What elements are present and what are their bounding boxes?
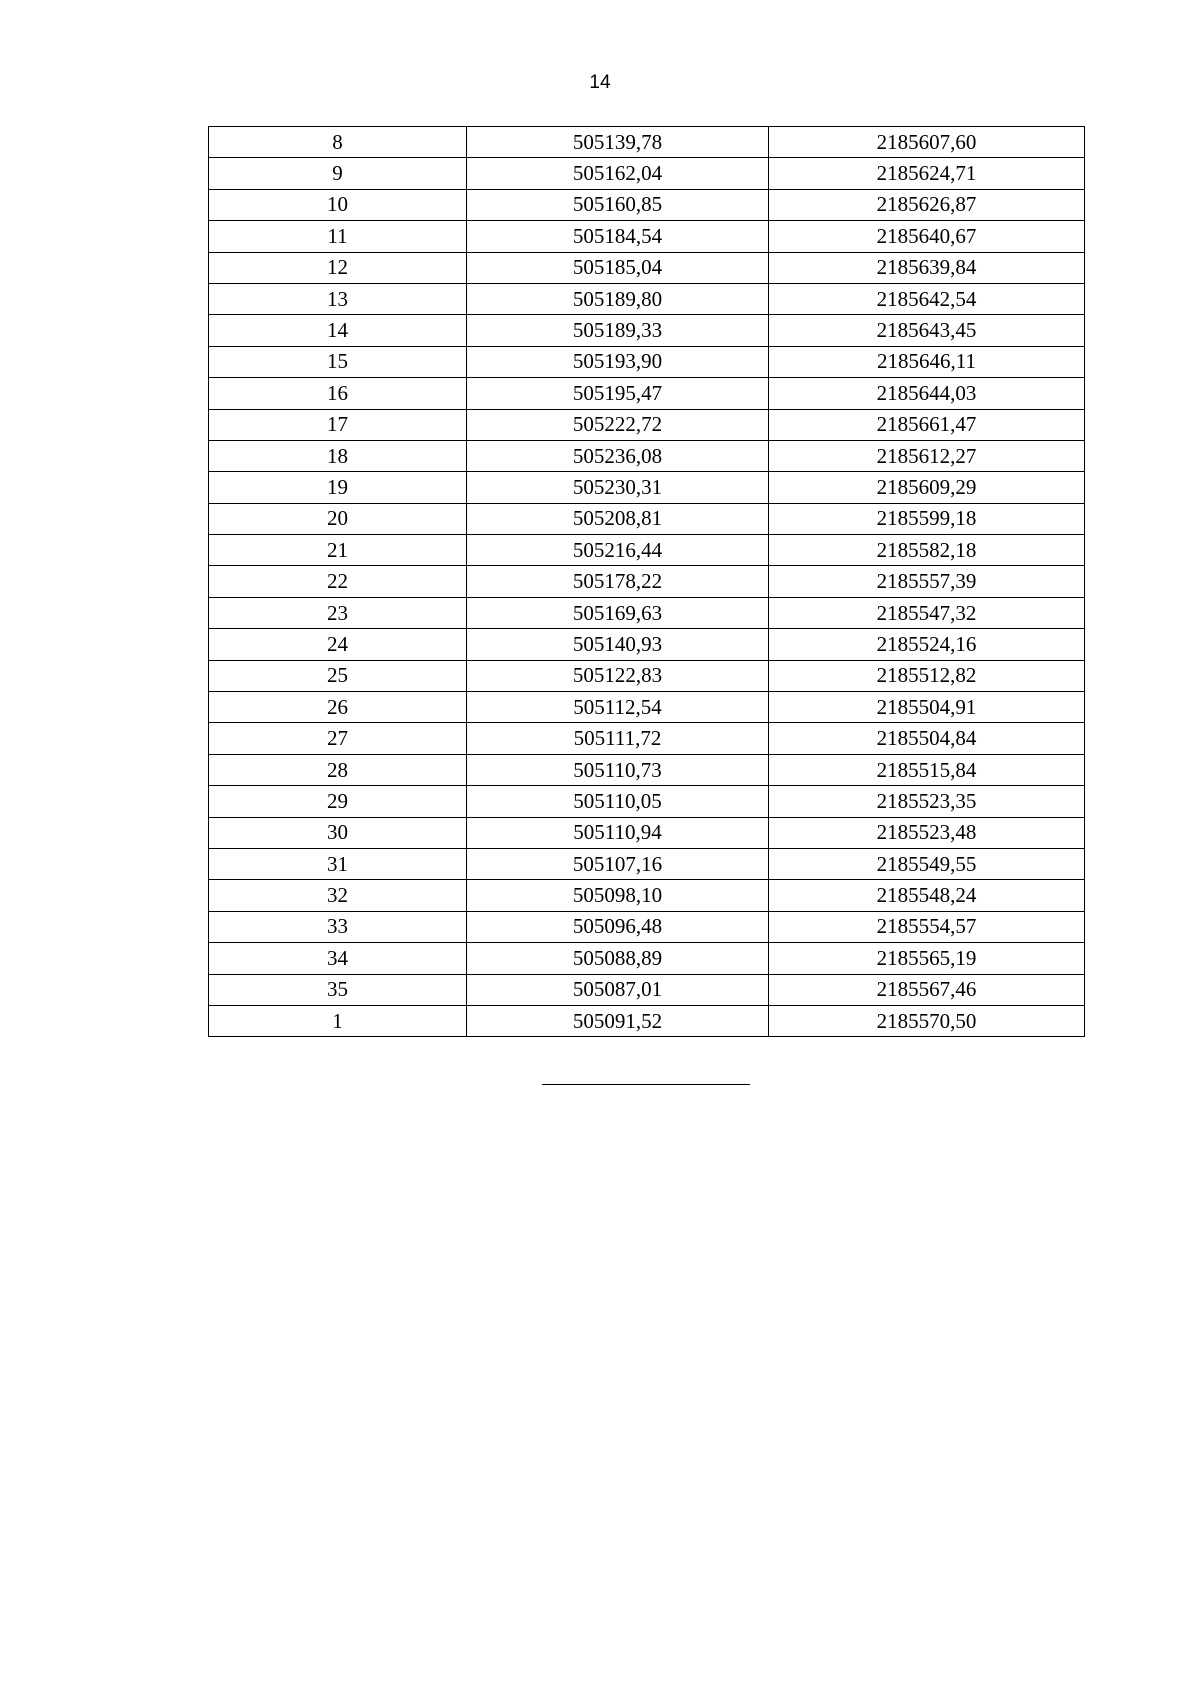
point-number-cell: 15 — [209, 346, 467, 377]
table-row — [209, 346, 1085, 377]
point-number-cell: 19 — [209, 472, 467, 503]
y-coordinate-cell: 2185557,39 — [769, 566, 1085, 597]
x-coordinate-cell: 505110,05 — [467, 786, 769, 817]
table-row — [209, 189, 1085, 220]
point-number-cell: 25 — [209, 660, 467, 691]
point-number-cell: 16 — [209, 378, 467, 409]
table-row — [209, 503, 1085, 534]
x-coordinate-cell: 505111,72 — [467, 723, 769, 754]
y-coordinate-cell: 2185567,46 — [769, 974, 1085, 1005]
y-coordinate-cell: 2185612,27 — [769, 440, 1085, 471]
table-row — [209, 378, 1085, 409]
x-coordinate-cell: 505160,85 — [467, 189, 769, 220]
point-number-cell: 29 — [209, 786, 467, 817]
x-coordinate-cell: 505110,73 — [467, 754, 769, 785]
table-row — [209, 786, 1085, 817]
point-number-cell: 18 — [209, 440, 467, 471]
y-coordinate-cell: 2185661,47 — [769, 409, 1085, 440]
table-row — [209, 221, 1085, 252]
y-coordinate-cell: 2185599,18 — [769, 503, 1085, 534]
point-number-cell: 32 — [209, 880, 467, 911]
table-row — [209, 597, 1085, 628]
x-coordinate-cell: 505184,54 — [467, 221, 769, 252]
x-coordinate-cell: 505098,10 — [467, 880, 769, 911]
x-coordinate-cell: 505091,52 — [467, 1005, 769, 1036]
table-row — [209, 535, 1085, 566]
x-coordinate-cell: 505193,90 — [467, 346, 769, 377]
y-coordinate-cell: 2185644,03 — [769, 378, 1085, 409]
y-coordinate-cell: 2185549,55 — [769, 848, 1085, 879]
point-number-cell: 20 — [209, 503, 467, 534]
point-number-cell: 13 — [209, 283, 467, 314]
table-row — [209, 754, 1085, 785]
point-number-cell: 1 — [209, 1005, 467, 1036]
y-coordinate-cell: 2185524,16 — [769, 629, 1085, 660]
y-coordinate-cell: 2185642,54 — [769, 283, 1085, 314]
table-row — [209, 974, 1085, 1005]
point-number-cell: 35 — [209, 974, 467, 1005]
table-row — [209, 723, 1085, 754]
point-number-cell: 23 — [209, 597, 467, 628]
x-coordinate-cell: 505230,31 — [467, 472, 769, 503]
x-coordinate-cell: 505112,54 — [467, 692, 769, 723]
table-row — [209, 911, 1085, 942]
x-coordinate-cell: 505140,93 — [467, 629, 769, 660]
point-number-cell: 26 — [209, 692, 467, 723]
coordinates-table — [208, 126, 1085, 1037]
table-row — [209, 566, 1085, 597]
table-row — [209, 440, 1085, 471]
y-coordinate-cell: 2185515,84 — [769, 754, 1085, 785]
point-number-cell: 21 — [209, 535, 467, 566]
y-coordinate-cell: 2185512,82 — [769, 660, 1085, 691]
y-coordinate-cell: 2185548,24 — [769, 880, 1085, 911]
table-row — [209, 158, 1085, 189]
point-number-cell: 9 — [209, 158, 467, 189]
y-coordinate-cell: 2185609,29 — [769, 472, 1085, 503]
point-number-cell: 12 — [209, 252, 467, 283]
point-number-cell: 8 — [209, 127, 467, 158]
point-number-cell: 34 — [209, 943, 467, 974]
table-row — [209, 692, 1085, 723]
point-number-cell: 33 — [209, 911, 467, 942]
y-coordinate-cell: 2185570,50 — [769, 1005, 1085, 1036]
y-coordinate-cell: 2185640,67 — [769, 221, 1085, 252]
y-coordinate-cell: 2185504,91 — [769, 692, 1085, 723]
point-number-cell: 31 — [209, 848, 467, 879]
x-coordinate-cell: 505122,83 — [467, 660, 769, 691]
table-row — [209, 629, 1085, 660]
y-coordinate-cell: 2185646,11 — [769, 346, 1085, 377]
y-coordinate-cell: 2185523,35 — [769, 786, 1085, 817]
x-coordinate-cell: 505195,47 — [467, 378, 769, 409]
table-row — [209, 817, 1085, 848]
x-coordinate-cell: 505139,78 — [467, 127, 769, 158]
y-coordinate-cell: 2185626,87 — [769, 189, 1085, 220]
table-row — [209, 252, 1085, 283]
table-row — [209, 315, 1085, 346]
y-coordinate-cell: 2185624,71 — [769, 158, 1085, 189]
point-number-cell: 17 — [209, 409, 467, 440]
x-coordinate-cell: 505189,33 — [467, 315, 769, 346]
x-coordinate-cell: 505216,44 — [467, 535, 769, 566]
y-coordinate-cell: 2185607,60 — [769, 127, 1085, 158]
table-row — [209, 283, 1085, 314]
x-coordinate-cell: 505107,16 — [467, 848, 769, 879]
end-of-document-rule — [542, 1084, 750, 1085]
point-number-cell: 30 — [209, 817, 467, 848]
x-coordinate-cell: 505208,81 — [467, 503, 769, 534]
table-row — [209, 127, 1085, 158]
y-coordinate-cell: 2185643,45 — [769, 315, 1085, 346]
point-number-cell: 24 — [209, 629, 467, 660]
table-row — [209, 409, 1085, 440]
point-number-cell: 10 — [209, 189, 467, 220]
x-coordinate-cell: 505189,80 — [467, 283, 769, 314]
table-row — [209, 880, 1085, 911]
table-row — [209, 1005, 1085, 1036]
point-number-cell: 27 — [209, 723, 467, 754]
x-coordinate-cell: 505185,04 — [467, 252, 769, 283]
x-coordinate-cell: 505178,22 — [467, 566, 769, 597]
page-number: 14 — [589, 72, 611, 93]
y-coordinate-cell: 2185565,19 — [769, 943, 1085, 974]
x-coordinate-cell: 505236,08 — [467, 440, 769, 471]
table-row — [209, 848, 1085, 879]
point-number-cell: 22 — [209, 566, 467, 597]
point-number-cell: 11 — [209, 221, 467, 252]
y-coordinate-cell: 2185547,32 — [769, 597, 1085, 628]
y-coordinate-cell: 2185504,84 — [769, 723, 1085, 754]
x-coordinate-cell: 505169,63 — [467, 597, 769, 628]
x-coordinate-cell: 505087,01 — [467, 974, 769, 1005]
y-coordinate-cell: 2185582,18 — [769, 535, 1085, 566]
table-row — [209, 943, 1085, 974]
x-coordinate-cell: 505110,94 — [467, 817, 769, 848]
point-number-cell: 28 — [209, 754, 467, 785]
table-row — [209, 660, 1085, 691]
table-row — [209, 472, 1085, 503]
x-coordinate-cell: 505096,48 — [467, 911, 769, 942]
x-coordinate-cell: 505222,72 — [467, 409, 769, 440]
x-coordinate-cell: 505162,04 — [467, 158, 769, 189]
y-coordinate-cell: 2185554,57 — [769, 911, 1085, 942]
x-coordinate-cell: 505088,89 — [467, 943, 769, 974]
point-number-cell: 14 — [209, 315, 467, 346]
y-coordinate-cell: 2185523,48 — [769, 817, 1085, 848]
coordinates-table-body — [209, 127, 1085, 1037]
y-coordinate-cell: 2185639,84 — [769, 252, 1085, 283]
